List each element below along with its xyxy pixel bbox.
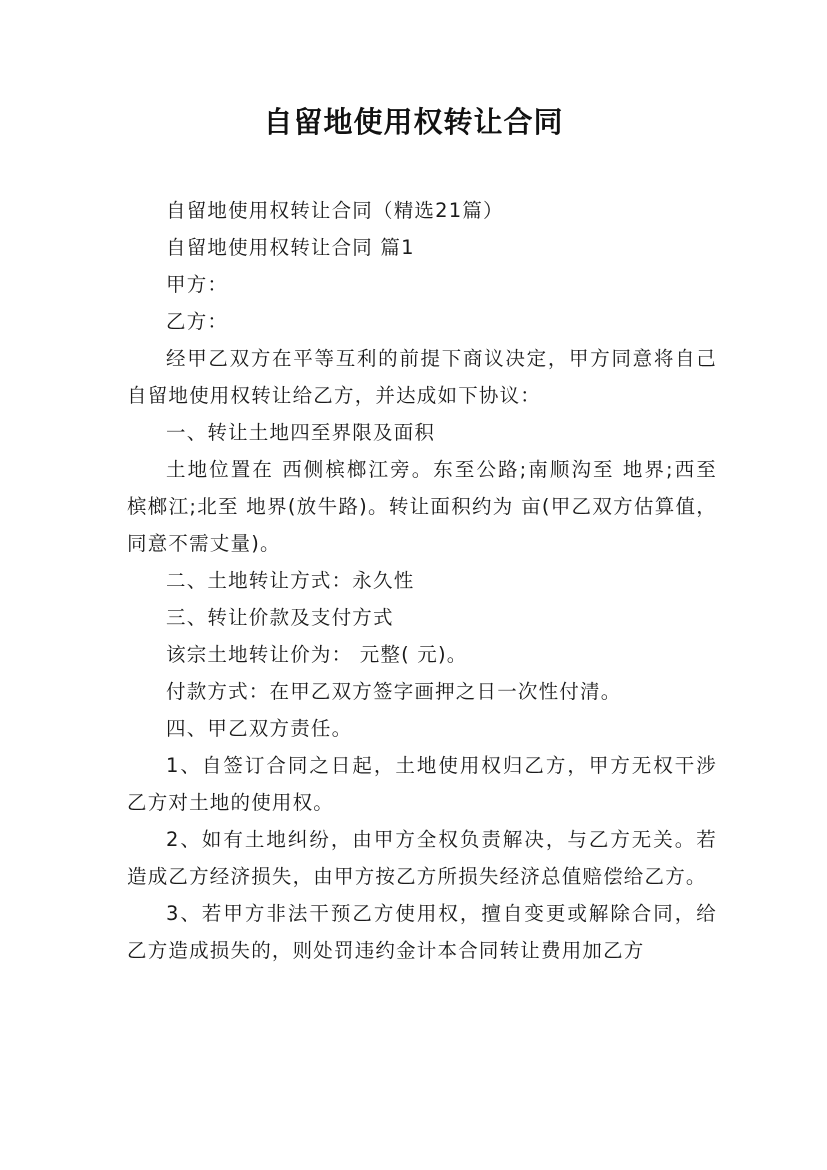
paragraph-section-2-heading: 二、土地转让方式：永久性	[166, 569, 415, 592]
document-body	[127, 192, 717, 969]
paragraph-land-location: 土地位置在 西侧槟榔江旁。东至公路;南顺沟至 地界;西至 槟榔江;北至 地界(放牛路)。转让面积约为 亩(甲乙双方估算值，同意不需丈量)。	[127, 458, 717, 555]
paragraph-section-4-heading: 四、甲乙双方责任。	[166, 717, 353, 740]
document-title: 自留地使用权转让合同	[263, 105, 564, 139]
paragraph-payment-method: 付款方式：在甲乙双方签字画押之日一次性付清。	[166, 680, 622, 703]
paragraph-section-3-heading: 三、转让价款及支付方式	[166, 606, 394, 629]
paragraph-section-1-heading: 一、转让土地四至界限及面积	[166, 421, 436, 444]
paragraph-clause-3: 3、若甲方非法干预乙方使用权，擅自变更或解除合同，给乙方造成损失的，则处罚违约金计本合同转让费用加乙方	[127, 902, 717, 962]
paragraph-party-a: 甲方：	[166, 273, 229, 296]
paragraph-price: 该宗土地转让价为： 元整( 元)。	[166, 643, 468, 666]
paragraph-preamble: 经甲乙双方在平等互利的前提下商议决定，甲方同意将自己自留地使用权转让给乙方，并达成如下协议：	[127, 347, 717, 407]
paragraph-clause-1: 1、自签订合同之日起，土地使用权归乙方，甲方无权干涉乙方对土地的使用权。	[127, 754, 717, 814]
paragraph-chapter-heading: 自留地使用权转让合同 篇1	[166, 236, 415, 259]
paragraph-subtitle: 自留地使用权转让合同（精选21篇）	[166, 199, 504, 222]
paragraph-party-b: 乙方：	[166, 310, 229, 333]
paragraph-clause-2: 2、如有土地纠纷，由甲方全权负责解决，与乙方无关。若造成乙方经济损失，由甲方按乙方所损失经济总值赔偿给乙方。	[127, 828, 717, 888]
